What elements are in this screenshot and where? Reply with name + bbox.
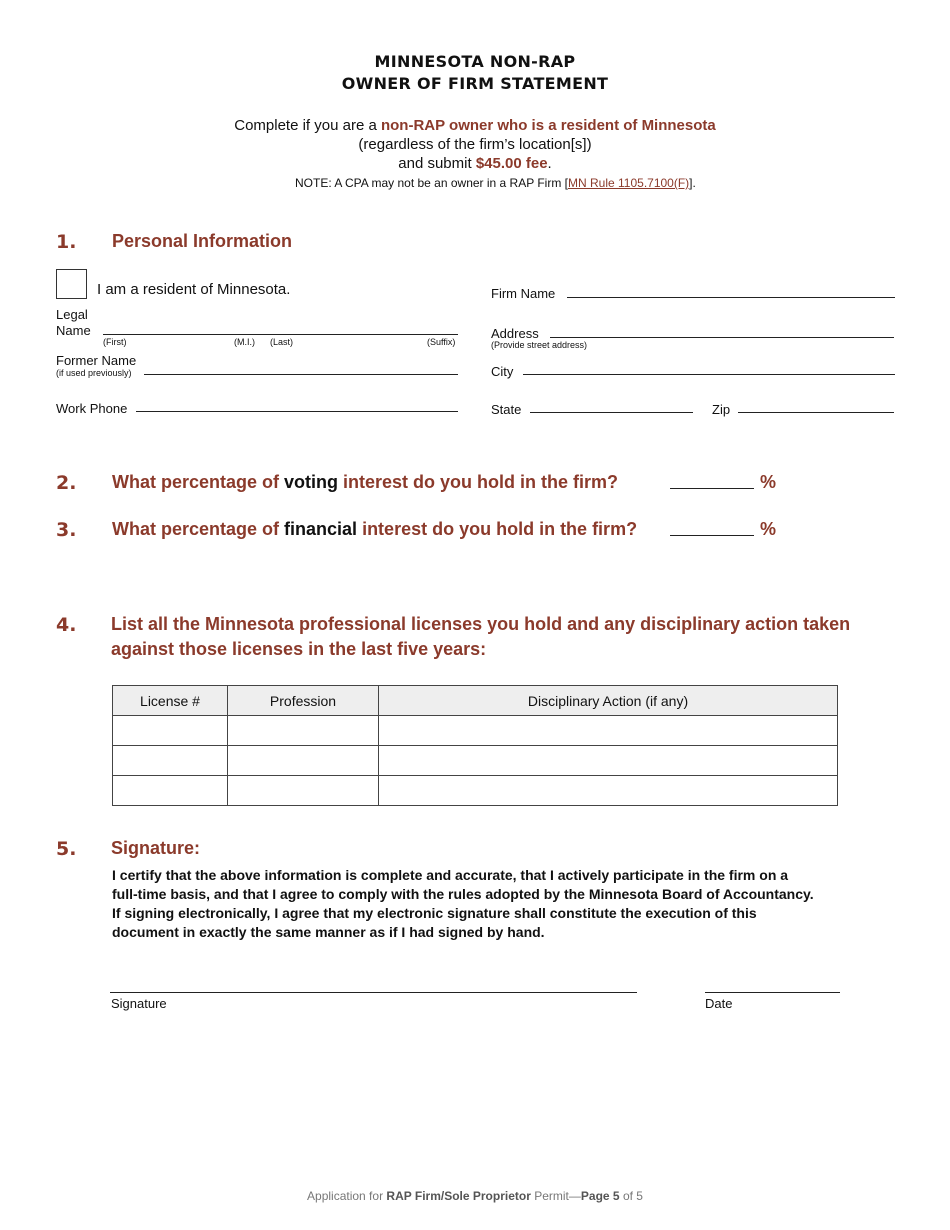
legal-name-mi-sub: (M.I.) [234,337,255,347]
cert-line-3: If signing electronically, I agree that my electronic signature shall constitute the execution of this [112,905,757,921]
footer-form-name: RAP Firm/Sole Proprietor [386,1189,531,1203]
resident-checkbox[interactable] [56,269,87,299]
date-label: Date [705,996,733,1011]
section-3-number: 3. [56,519,77,541]
firm-name-label: Firm Name [491,286,556,301]
profession-cell[interactable] [228,716,379,746]
cert-line-4: document in exactly the same manner as if I had signed by hand. [112,924,545,940]
signature-label: Signature [111,996,167,1011]
license-number-cell[interactable] [113,746,228,776]
table-row [113,746,838,776]
licenses-table [112,685,838,806]
legal-name-first-sub: (First) [103,337,127,347]
firm-name-field[interactable] [567,297,895,298]
section-4-heading-line-1: List all the Minnesota professional licenses you hold and any disciplinary action taken [111,614,851,634]
voting-percent-unit: % [760,472,777,492]
legal-name-suffix-sub: (Suffix) [427,337,456,347]
cert-line-2: full-time basis, and that I agree to comply with the rules adopted by the Minnesota Board of Accountancy. [112,886,814,902]
intro-prefix: Complete if you are a [234,117,381,134]
city-field[interactable] [523,374,895,375]
former-name-field[interactable] [144,374,458,375]
date-field[interactable] [705,992,840,993]
former-name-sub: (if used previously) [56,368,132,378]
section-1-heading: Personal Information [112,231,293,251]
financial-percentage-field[interactable] [670,535,754,536]
disciplinary-action-header: Disciplinary Action (if any) [379,686,838,716]
city-label: City [491,364,514,379]
footer-suffix: of 5 [619,1189,643,1203]
financial-q-suffix: interest do you hold in the firm? [357,519,638,539]
state-field[interactable] [530,412,693,413]
section-4-number: 4. [56,614,77,636]
certification-statement [112,866,882,942]
table-header-row [113,686,838,716]
page-footer [0,1189,950,1203]
address-field[interactable] [550,337,894,338]
financial-percent-unit: % [760,519,777,539]
financial-q-emphasis: financial [284,519,358,539]
address-sub: (Provide street address) [491,340,588,350]
state-label: State [491,402,522,417]
title-line-2: OWNER OF FIRM STATEMENT [341,74,609,93]
work-phone-label: Work Phone [56,401,128,416]
footer-prefix: Application for [307,1189,387,1203]
table-row [113,776,838,806]
voting-q-suffix: interest do you hold in the firm? [338,472,619,492]
profession-cell[interactable] [228,746,379,776]
note-line [295,176,696,190]
license-number-cell[interactable] [113,716,228,746]
former-name-label: Former Name [56,353,137,368]
legal-name-label-2: Name [56,323,91,338]
section-2-number: 2. [56,472,77,494]
address-label: Address [491,326,539,341]
disciplinary-action-cell[interactable] [379,776,838,806]
zip-field[interactable] [738,412,894,413]
footer-page: Page 5 [580,1189,620,1203]
disciplinary-action-cell[interactable] [379,716,838,746]
intro-line-2: (regardless of the firm’s location[s]) [358,136,592,153]
fee-suffix: . [547,155,552,172]
rule-link[interactable]: MN Rule 1105.7100(F) [568,176,690,190]
legal-name-field[interactable] [103,334,458,335]
cert-line-1: I certify that the above information is complete and accurate, that I actively participate in the firm on a [112,867,789,883]
fee-amount: $45.00 fee [475,155,548,172]
note-prefix: NOTE: A CPA may not be an owner in a RAP Firm [ [295,176,568,190]
table-row [113,716,838,746]
voting-q-prefix: What percentage of [112,472,285,492]
voting-interest-question [112,472,618,493]
fee-prefix: and submit [398,155,476,172]
financial-interest-question [112,519,637,540]
fee-line [0,155,950,172]
legal-name-label-1: Legal [56,307,88,322]
signature-field[interactable] [110,992,637,993]
intro-line-1 [0,117,950,134]
voting-q-emphasis: voting [284,472,339,492]
footer-middle: Permit— [530,1189,581,1203]
license-number-header: License # [113,686,228,716]
note-suffix: ]. [689,176,696,190]
profession-header: Profession [228,686,379,716]
section-5-heading: Signature: [111,838,201,858]
work-phone-field[interactable] [136,411,458,412]
zip-label: Zip [712,402,731,417]
license-number-cell[interactable] [113,776,228,806]
profession-cell[interactable] [228,776,379,806]
disciplinary-action-cell[interactable] [379,746,838,776]
section-1-number: 1. [56,231,77,253]
title-line-1: MINNESOTA NON-RAP [374,52,576,71]
intro-highlight: non-RAP owner who is a resident of Minnesota [380,117,716,134]
section-5-number: 5. [56,838,77,860]
legal-name-last-sub: (Last) [270,337,294,347]
voting-percentage-field[interactable] [670,488,754,489]
resident-label: I am a resident of Minnesota. [97,281,291,298]
financial-q-prefix: What percentage of [112,519,285,539]
section-4-heading-line-2: against those licenses in the last five years: [111,639,487,659]
